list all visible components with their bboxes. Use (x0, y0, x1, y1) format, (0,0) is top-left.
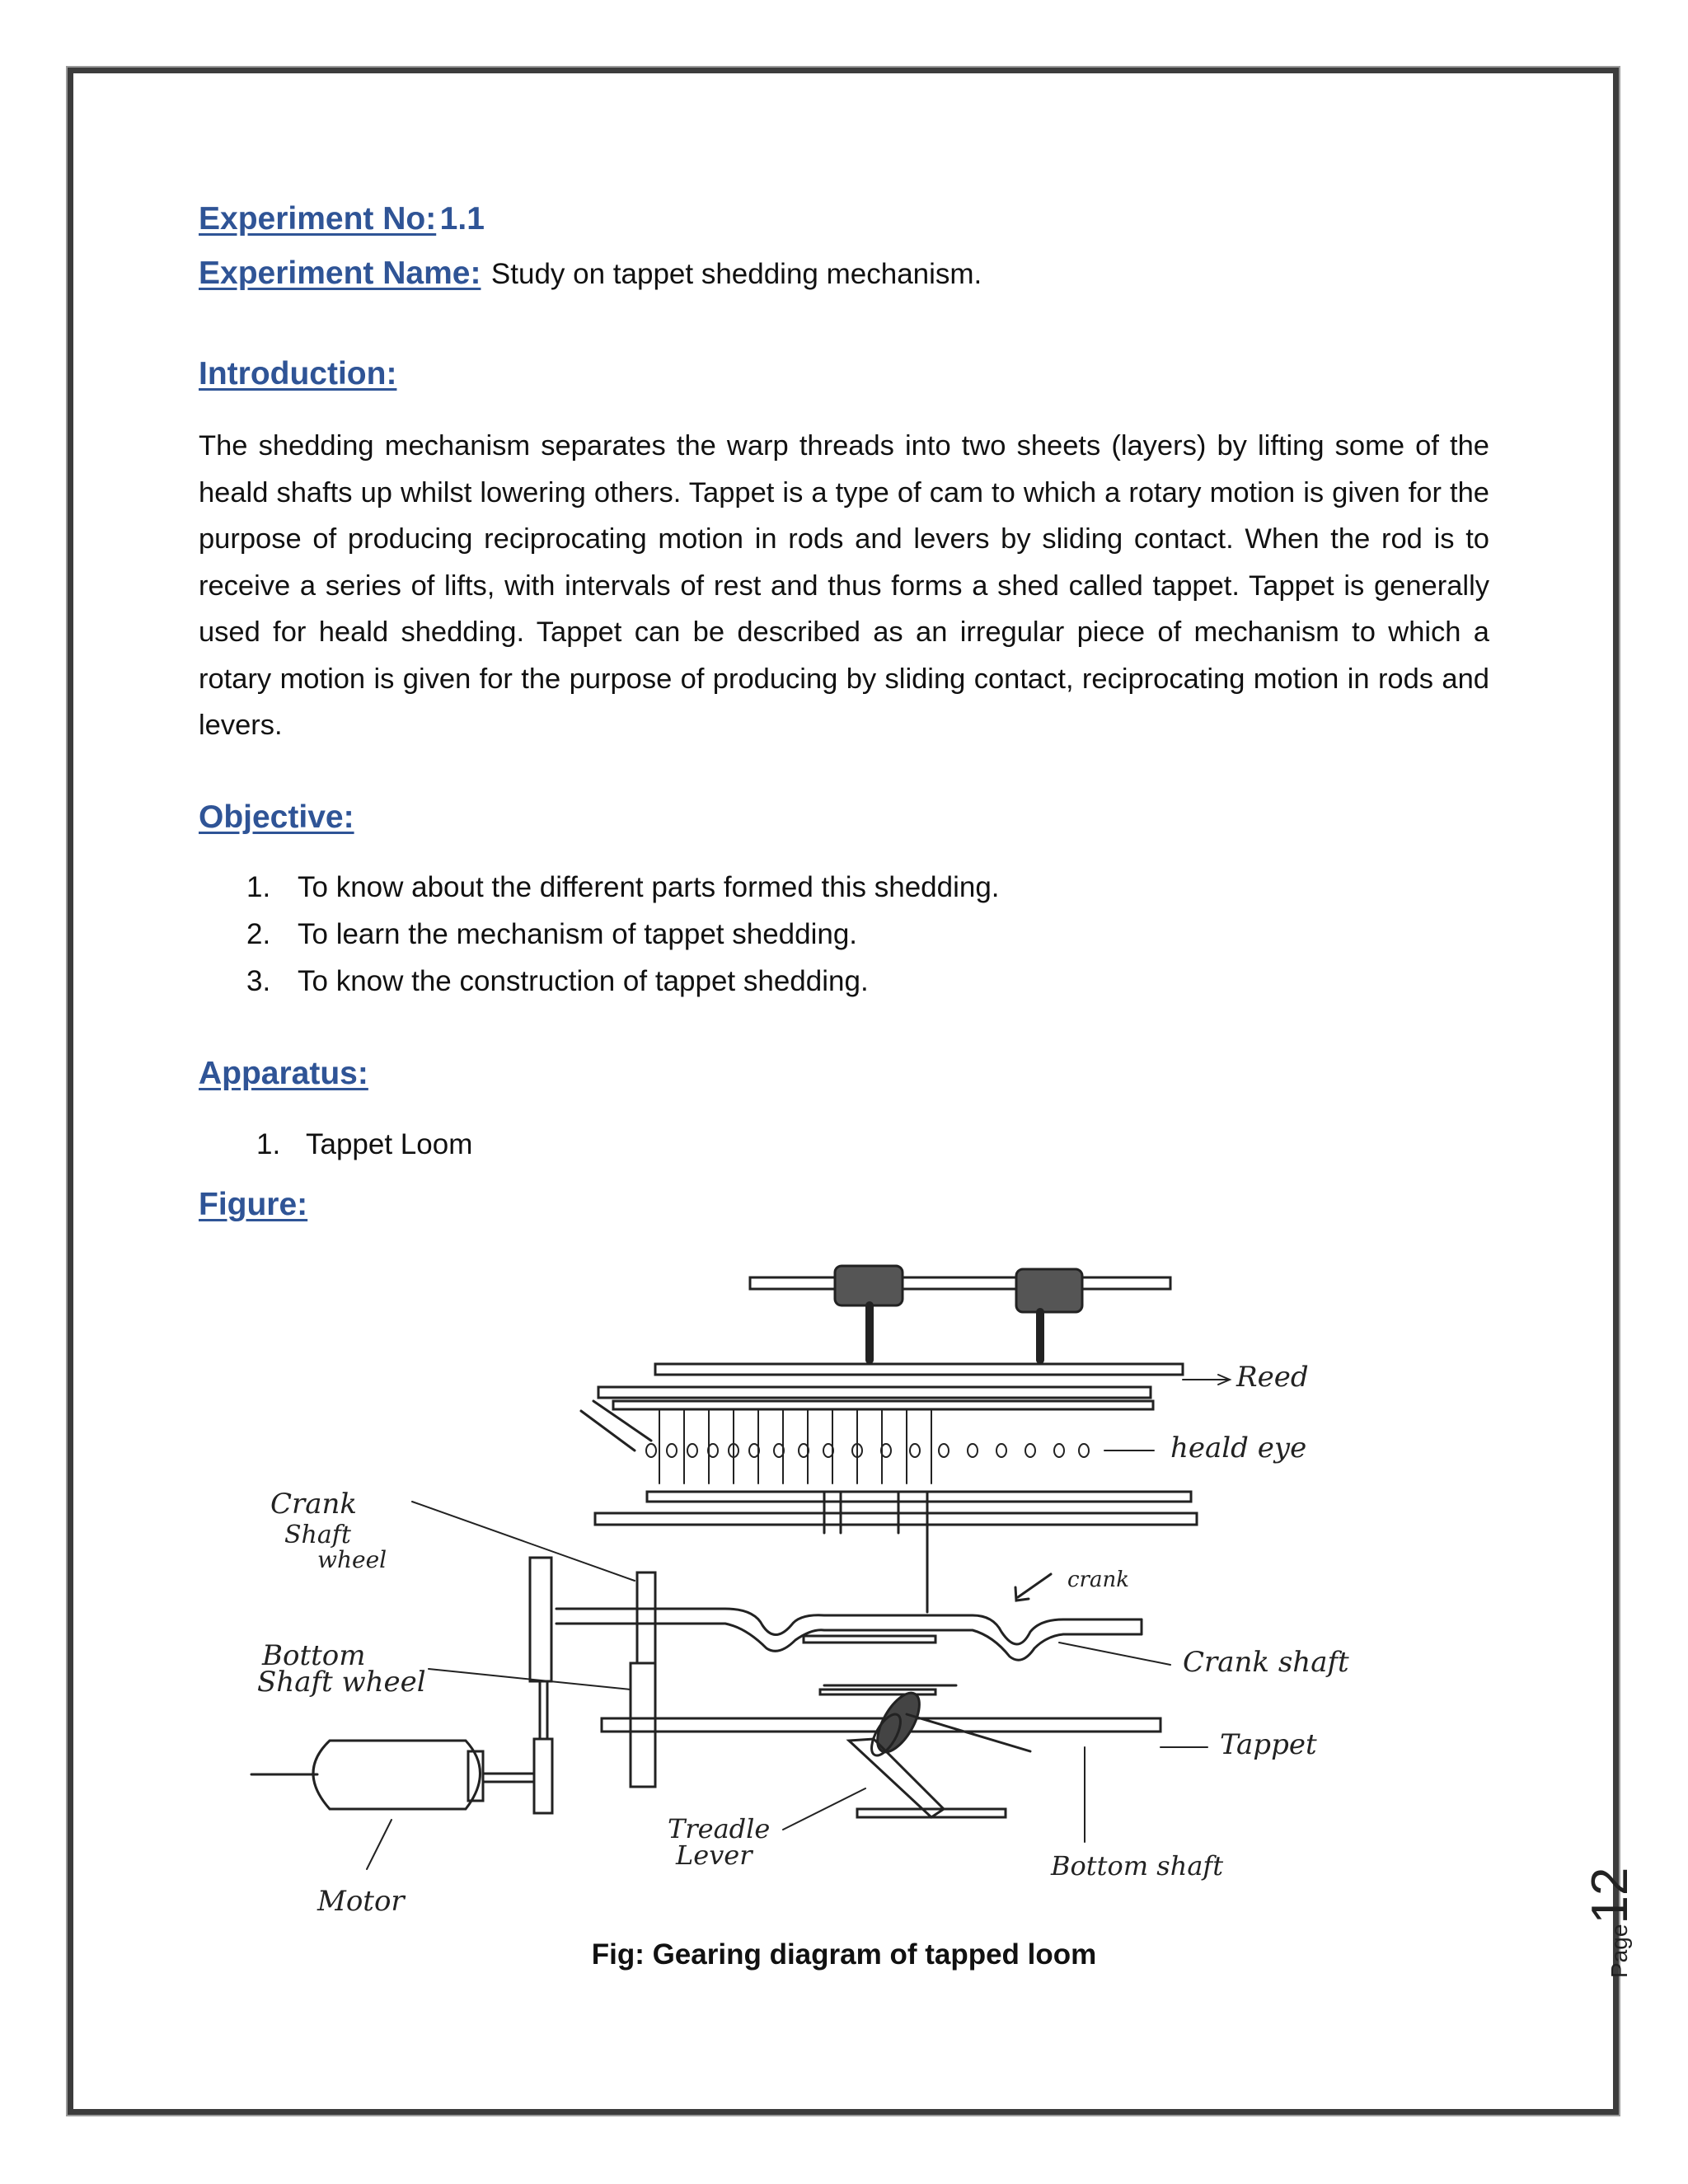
reed-bar (598, 1364, 1183, 1409)
heald-eyes (581, 1401, 1089, 1483)
motor (251, 1741, 534, 1809)
list-text: Tappet Loom (306, 1128, 473, 1160)
label-crank-shaft-wheel-2: Shaft (284, 1521, 351, 1549)
label-treadle-lever-1: Treadle (668, 1813, 771, 1844)
sley-rod (750, 1266, 1170, 1360)
experiment-name-label: Experiment Name: (199, 255, 481, 291)
label-bottom-shaft-wheel-1: Bottom (262, 1639, 366, 1672)
label-tappet: Tappet (1220, 1728, 1317, 1761)
introduction-paragraph: The shedding mechanism separates the warp threads into two sheets (layers) by lifting some of the heald shafts up whilst lowering others. Tappet is a type of cam to which a rotary motion is given for the purpose of producing reciprocating motion in rods and levers by sliding contact. When the rod is to receive a series of lifts, with intervals of rest and thus forms a shed called tappet. Tappet is generally used for heald shedding. Tappet can be described as an irregular piece of mechanism to which a rotary motion is given for the purpose of producing by sliding contact, reciprocating motion in rods and levers. (199, 430, 1489, 741)
list-number: 1. (246, 871, 271, 903)
experiment-no-label: Experiment No: (199, 201, 437, 237)
crank-shaft (556, 1574, 1142, 1660)
list-number: 1. (256, 1128, 281, 1160)
objective-heading-text: Objective: (199, 799, 354, 835)
figure-heading-text: Figure: (199, 1187, 308, 1222)
label-bottom-shaft-wheel-2: Shaft wheel (257, 1666, 426, 1699)
experiment-no-value: 1.1 (439, 201, 485, 237)
list-text: To know about the different parts formed this shedding. (298, 871, 1000, 903)
label-bottom-shaft: Bottom shaft (1051, 1850, 1224, 1882)
label-crank-shaft-wheel-1: Crank (270, 1488, 358, 1521)
list-text: To know the construction of tappet shedding. (298, 965, 869, 997)
page-word: Page (1606, 1924, 1632, 1978)
experiment-name-value: Study on tappet shedding mechanism. (490, 258, 982, 290)
label-crank-shaft-wheel-3: wheel (317, 1546, 387, 1573)
label-heald-eye: heald eye (1170, 1432, 1307, 1465)
bottom-shaft (602, 1636, 1160, 1732)
label-reed: Reed (1236, 1361, 1309, 1394)
list-number: 2. (246, 918, 271, 950)
apparatus-heading-text: Apparatus: (199, 1056, 368, 1091)
heald-shaft-bars (595, 1492, 1197, 1612)
page-number-value: 12 (1582, 1867, 1639, 1924)
tappet-cam (866, 1686, 1030, 1760)
label-motor: Motor (317, 1885, 405, 1918)
label-treadle-lever-2: Lever (676, 1840, 753, 1871)
list-number: 3. (246, 965, 271, 997)
introduction-heading-text: Introduction: (199, 356, 397, 391)
list-text: To learn the mechanism of tappet shedding. (298, 918, 858, 950)
label-crank: crank (1067, 1568, 1129, 1592)
label-crank-shaft: Crank shaft (1183, 1646, 1349, 1679)
figure-caption: Fig: Gearing diagram of tapped loom (591, 1938, 1097, 1971)
page-number (1581, 1868, 1639, 1978)
